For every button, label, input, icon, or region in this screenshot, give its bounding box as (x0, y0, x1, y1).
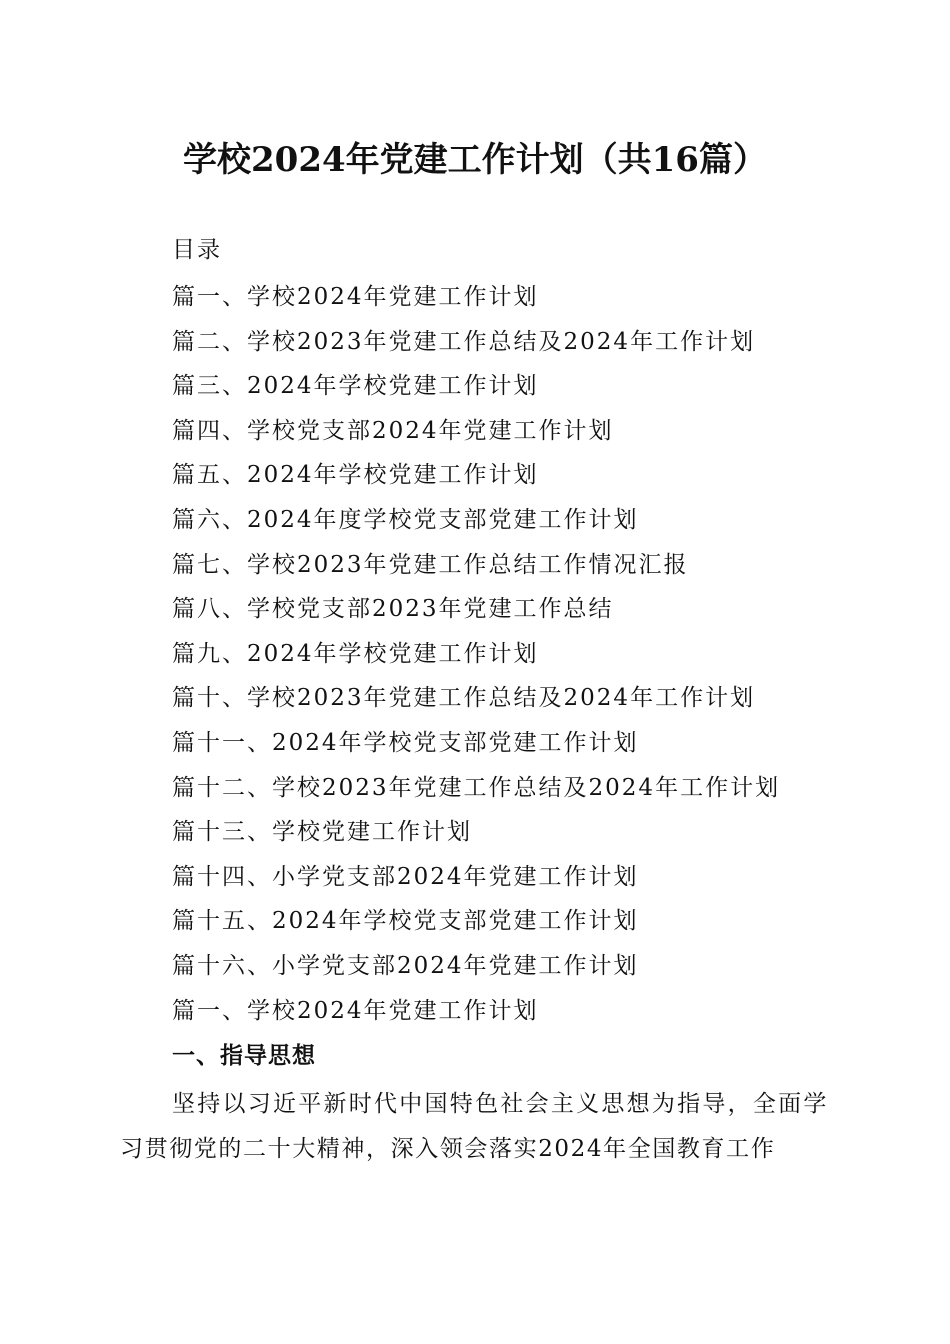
toc-item: 篇十六、小学党支部2024年党建工作计划 (172, 952, 639, 979)
toc-item: 篇七、学校2023年党建工作总结工作情况汇报 (172, 551, 689, 578)
toc-item: 篇八、学校党支部2023年党建工作总结 (172, 596, 614, 623)
toc-item: 篇五、2024年学校党建工作计划 (172, 462, 539, 489)
toc-item: 篇六、2024年度学校党支部党建工作计划 (172, 506, 639, 533)
toc-item: 篇十五、2024年学校党支部党建工作计划 (172, 908, 639, 935)
toc-item: 篇四、学校党支部2024年党建工作计划 (172, 417, 614, 444)
toc-label: 目录 (172, 237, 222, 263)
toc-item: 篇十一、2024年学校党支部党建工作计划 (172, 729, 639, 756)
toc-item: 篇十、学校2023年党建工作总结及2024年工作计划 (172, 685, 756, 712)
toc-item: 篇九、2024年学校党建工作计划 (172, 640, 539, 667)
toc-item: 篇十三、学校党建工作计划 (172, 819, 472, 846)
toc-item: 篇一、学校2024年党建工作计划 (172, 997, 539, 1024)
toc-item: 篇二、学校2023年党建工作总结及2024年工作计划 (172, 328, 756, 355)
toc-item: 篇十四、小学党支部2024年党建工作计划 (172, 863, 639, 890)
document-title: 学校2024年党建工作计划（共16篇） (183, 140, 767, 180)
toc-item: 篇一、学校2024年党建工作计划 (172, 284, 539, 310)
toc-item: 篇十二、学校2023年党建工作总结及2024年工作计划 (172, 774, 781, 801)
body-paragraph: 坚持以习近平新时代中国特色社会主义思想为指导，全面学习贯彻党的二十大精神，深入领会落实2024年全国教育工作 (120, 1091, 828, 1162)
table-of-contents (172, 279, 780, 1037)
section-heading: 一、指导思想 (172, 1043, 316, 1069)
toc-item: 篇三、2024年学校党建工作计划 (172, 373, 539, 400)
